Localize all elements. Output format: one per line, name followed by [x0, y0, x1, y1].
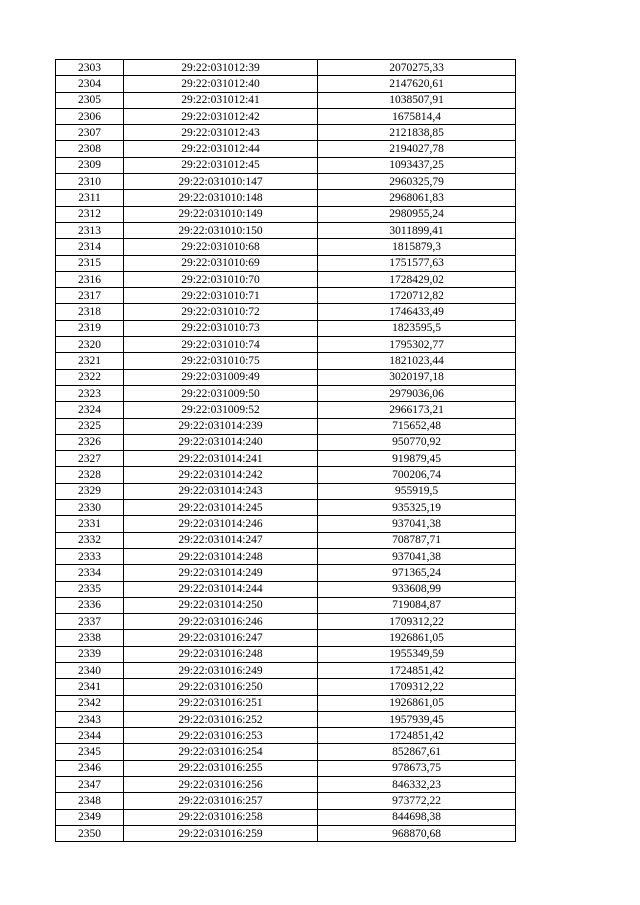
- cadastral-value-table: [55, 59, 516, 842]
- row-number-cell: 2318: [56, 304, 124, 320]
- cadastral-number-cell: 29:22:031012:43: [124, 125, 318, 141]
- table-row: [56, 597, 516, 613]
- cadastral-number-cell: 29:22:031016:246: [124, 614, 318, 630]
- table-row: [56, 809, 516, 825]
- row-number-cell: 2330: [56, 500, 124, 516]
- row-number-cell: 2311: [56, 190, 124, 206]
- cadastral-number-cell: 29:22:031012:41: [124, 92, 318, 108]
- table-row: [56, 532, 516, 548]
- value-cell: 3011899,41: [318, 222, 516, 238]
- value-cell: 2960325,79: [318, 174, 516, 190]
- value-cell: 933608,99: [318, 581, 516, 597]
- row-number-cell: 2345: [56, 744, 124, 760]
- value-cell: 937041,38: [318, 548, 516, 564]
- table-row: [56, 646, 516, 662]
- value-cell: 844698,38: [318, 809, 516, 825]
- cadastral-number-cell: 29:22:031012:44: [124, 141, 318, 157]
- value-cell: 1728429,02: [318, 271, 516, 287]
- row-number-cell: 2319: [56, 320, 124, 336]
- cadastral-number-cell: 29:22:031010:147: [124, 174, 318, 190]
- table-row: [56, 500, 516, 516]
- cadastral-number-cell: 29:22:031016:254: [124, 744, 318, 760]
- table-row: [56, 190, 516, 206]
- row-number-cell: 2314: [56, 239, 124, 255]
- value-cell: 1724851,42: [318, 662, 516, 678]
- row-number-cell: 2304: [56, 76, 124, 92]
- cadastral-number-cell: 29:22:031014:246: [124, 516, 318, 532]
- cadastral-number-cell: 29:22:031012:45: [124, 157, 318, 173]
- row-number-cell: 2322: [56, 369, 124, 385]
- cadastral-number-cell: 29:22:031014:249: [124, 565, 318, 581]
- row-number-cell: 2310: [56, 174, 124, 190]
- row-number-cell: 2326: [56, 434, 124, 450]
- cadastral-number-cell: 29:22:031016:258: [124, 809, 318, 825]
- cadastral-number-cell: 29:22:031014:241: [124, 451, 318, 467]
- cadastral-number-cell: 29:22:031016:253: [124, 728, 318, 744]
- table-row: [56, 92, 516, 108]
- row-number-cell: 2329: [56, 483, 124, 499]
- value-cell: 950770,92: [318, 434, 516, 450]
- cadastral-number-cell: 29:22:031009:49: [124, 369, 318, 385]
- value-cell: 978673,75: [318, 760, 516, 776]
- value-cell: 1709312,22: [318, 614, 516, 630]
- cadastral-number-cell: 29:22:031014:250: [124, 597, 318, 613]
- cadastral-number-cell: 29:22:031016:249: [124, 662, 318, 678]
- table-row: [56, 695, 516, 711]
- row-number-cell: 2341: [56, 679, 124, 695]
- value-cell: 708787,71: [318, 532, 516, 548]
- cadastral-number-cell: 29:22:031010:72: [124, 304, 318, 320]
- row-number-cell: 2306: [56, 108, 124, 124]
- value-cell: 971365,24: [318, 565, 516, 581]
- value-cell: 1821023,44: [318, 353, 516, 369]
- table-row: [56, 777, 516, 793]
- cadastral-number-cell: 29:22:031010:71: [124, 288, 318, 304]
- value-cell: 719084,87: [318, 597, 516, 613]
- table-row: [56, 467, 516, 483]
- value-cell: 2121838,85: [318, 125, 516, 141]
- row-number-cell: 2346: [56, 760, 124, 776]
- cadastral-number-cell: 29:22:031016:257: [124, 793, 318, 809]
- row-number-cell: 2348: [56, 793, 124, 809]
- table-row: [56, 662, 516, 678]
- cadastral-number-cell: 29:22:031014:244: [124, 581, 318, 597]
- value-cell: 955919,5: [318, 483, 516, 499]
- table-row: [56, 141, 516, 157]
- row-number-cell: 2313: [56, 222, 124, 238]
- value-cell: 1746433,49: [318, 304, 516, 320]
- table-row: [56, 369, 516, 385]
- value-cell: 846332,23: [318, 777, 516, 793]
- table-row: [56, 548, 516, 564]
- cadastral-number-cell: 29:22:031014:240: [124, 434, 318, 450]
- value-cell: 1957939,45: [318, 711, 516, 727]
- table-row: [56, 679, 516, 695]
- table-row: [56, 744, 516, 760]
- table-row: [56, 288, 516, 304]
- cadastral-number-cell: 29:22:031010:70: [124, 271, 318, 287]
- value-cell: 2070275,33: [318, 60, 516, 76]
- table-row: [56, 157, 516, 173]
- row-number-cell: 2328: [56, 467, 124, 483]
- row-number-cell: 2303: [56, 60, 124, 76]
- row-number-cell: 2335: [56, 581, 124, 597]
- table-row: [56, 630, 516, 646]
- value-cell: 715652,48: [318, 418, 516, 434]
- table-row: [56, 825, 516, 841]
- value-cell: 3020197,18: [318, 369, 516, 385]
- table-row: [56, 206, 516, 222]
- cadastral-number-cell: 29:22:031009:50: [124, 385, 318, 401]
- cadastral-number-cell: 29:22:031014:247: [124, 532, 318, 548]
- row-number-cell: 2344: [56, 728, 124, 744]
- table-row: [56, 565, 516, 581]
- value-cell: 2194027,78: [318, 141, 516, 157]
- table-row: [56, 451, 516, 467]
- value-cell: 1815879,3: [318, 239, 516, 255]
- row-number-cell: 2305: [56, 92, 124, 108]
- table-row: [56, 402, 516, 418]
- cadastral-number-cell: 29:22:031014:242: [124, 467, 318, 483]
- cadastral-number-cell: 29:22:031014:245: [124, 500, 318, 516]
- cadastral-number-cell: 29:22:031012:39: [124, 60, 318, 76]
- cadastral-number-cell: 29:22:031010:150: [124, 222, 318, 238]
- value-cell: 1823595,5: [318, 320, 516, 336]
- cadastral-number-cell: 29:22:031016:259: [124, 825, 318, 841]
- row-number-cell: 2336: [56, 597, 124, 613]
- cadastral-number-cell: 29:22:031014:243: [124, 483, 318, 499]
- row-number-cell: 2339: [56, 646, 124, 662]
- cadastral-number-cell: 29:22:031016:252: [124, 711, 318, 727]
- row-number-cell: 2323: [56, 385, 124, 401]
- cadastral-number-cell: 29:22:031010:75: [124, 353, 318, 369]
- table-row: [56, 385, 516, 401]
- cadastral-number-cell: 29:22:031014:248: [124, 548, 318, 564]
- value-cell: 919879,45: [318, 451, 516, 467]
- value-cell: 1926861,05: [318, 630, 516, 646]
- row-number-cell: 2324: [56, 402, 124, 418]
- row-number-cell: 2315: [56, 255, 124, 271]
- cadastral-number-cell: 29:22:031016:251: [124, 695, 318, 711]
- table-row: [56, 174, 516, 190]
- table-row: [56, 418, 516, 434]
- table-row: [56, 76, 516, 92]
- value-cell: 2968061,83: [318, 190, 516, 206]
- cadastral-number-cell: 29:22:031012:42: [124, 108, 318, 124]
- table-body: [56, 60, 516, 842]
- row-number-cell: 2343: [56, 711, 124, 727]
- row-number-cell: 2333: [56, 548, 124, 564]
- cadastral-number-cell: 29:22:031009:52: [124, 402, 318, 418]
- table-row: [56, 304, 516, 320]
- row-number-cell: 2307: [56, 125, 124, 141]
- table-row: [56, 516, 516, 532]
- value-cell: 937041,38: [318, 516, 516, 532]
- row-number-cell: 2332: [56, 532, 124, 548]
- cadastral-number-cell: 29:22:031010:148: [124, 190, 318, 206]
- row-number-cell: 2331: [56, 516, 124, 532]
- value-cell: 1038507,91: [318, 92, 516, 108]
- value-cell: 2979036,06: [318, 385, 516, 401]
- table-row: [56, 760, 516, 776]
- cadastral-number-cell: 29:22:031012:40: [124, 76, 318, 92]
- row-number-cell: 2342: [56, 695, 124, 711]
- value-cell: 1093437,25: [318, 157, 516, 173]
- row-number-cell: 2317: [56, 288, 124, 304]
- table-row: [56, 728, 516, 744]
- cadastral-number-cell: 29:22:031016:250: [124, 679, 318, 695]
- row-number-cell: 2325: [56, 418, 124, 434]
- cadastral-number-cell: 29:22:031010:73: [124, 320, 318, 336]
- table-row: [56, 320, 516, 336]
- row-number-cell: 2337: [56, 614, 124, 630]
- value-cell: 1795302,77: [318, 337, 516, 353]
- row-number-cell: 2316: [56, 271, 124, 287]
- row-number-cell: 2321: [56, 353, 124, 369]
- value-cell: 1751577,63: [318, 255, 516, 271]
- value-cell: 852867,61: [318, 744, 516, 760]
- value-cell: 968870,68: [318, 825, 516, 841]
- table-row: [56, 353, 516, 369]
- value-cell: 1675814,4: [318, 108, 516, 124]
- value-cell: 700206,74: [318, 467, 516, 483]
- cadastral-number-cell: 29:22:031014:239: [124, 418, 318, 434]
- row-number-cell: 2349: [56, 809, 124, 825]
- cadastral-number-cell: 29:22:031016:248: [124, 646, 318, 662]
- table-row: [56, 108, 516, 124]
- row-number-cell: 2350: [56, 825, 124, 841]
- table-row: [56, 337, 516, 353]
- value-cell: 1709312,22: [318, 679, 516, 695]
- row-number-cell: 2309: [56, 157, 124, 173]
- value-cell: 1720712,82: [318, 288, 516, 304]
- row-number-cell: 2340: [56, 662, 124, 678]
- row-number-cell: 2338: [56, 630, 124, 646]
- cadastral-number-cell: 29:22:031010:69: [124, 255, 318, 271]
- table-row: [56, 483, 516, 499]
- table-row: [56, 434, 516, 450]
- table-row: [56, 614, 516, 630]
- cadastral-number-cell: 29:22:031010:149: [124, 206, 318, 222]
- table-row: [56, 222, 516, 238]
- table-row: [56, 271, 516, 287]
- table-row: [56, 239, 516, 255]
- value-cell: 2966173,21: [318, 402, 516, 418]
- cadastral-number-cell: 29:22:031016:247: [124, 630, 318, 646]
- row-number-cell: 2334: [56, 565, 124, 581]
- value-cell: 973772,22: [318, 793, 516, 809]
- row-number-cell: 2308: [56, 141, 124, 157]
- value-cell: 1926861,05: [318, 695, 516, 711]
- value-cell: 2980955,24: [318, 206, 516, 222]
- cadastral-number-cell: 29:22:031016:255: [124, 760, 318, 776]
- cadastral-number-cell: 29:22:031010:74: [124, 337, 318, 353]
- table-row: [56, 60, 516, 76]
- value-cell: 1724851,42: [318, 728, 516, 744]
- cadastral-number-cell: 29:22:031016:256: [124, 777, 318, 793]
- table-row: [56, 711, 516, 727]
- value-cell: 1955349,59: [318, 646, 516, 662]
- table-row: [56, 581, 516, 597]
- row-number-cell: 2312: [56, 206, 124, 222]
- value-cell: 935325,19: [318, 500, 516, 516]
- row-number-cell: 2327: [56, 451, 124, 467]
- value-cell: 2147620,61: [318, 76, 516, 92]
- table-row: [56, 255, 516, 271]
- row-number-cell: 2320: [56, 337, 124, 353]
- row-number-cell: 2347: [56, 777, 124, 793]
- cadastral-number-cell: 29:22:031010:68: [124, 239, 318, 255]
- table-row: [56, 793, 516, 809]
- table-row: [56, 125, 516, 141]
